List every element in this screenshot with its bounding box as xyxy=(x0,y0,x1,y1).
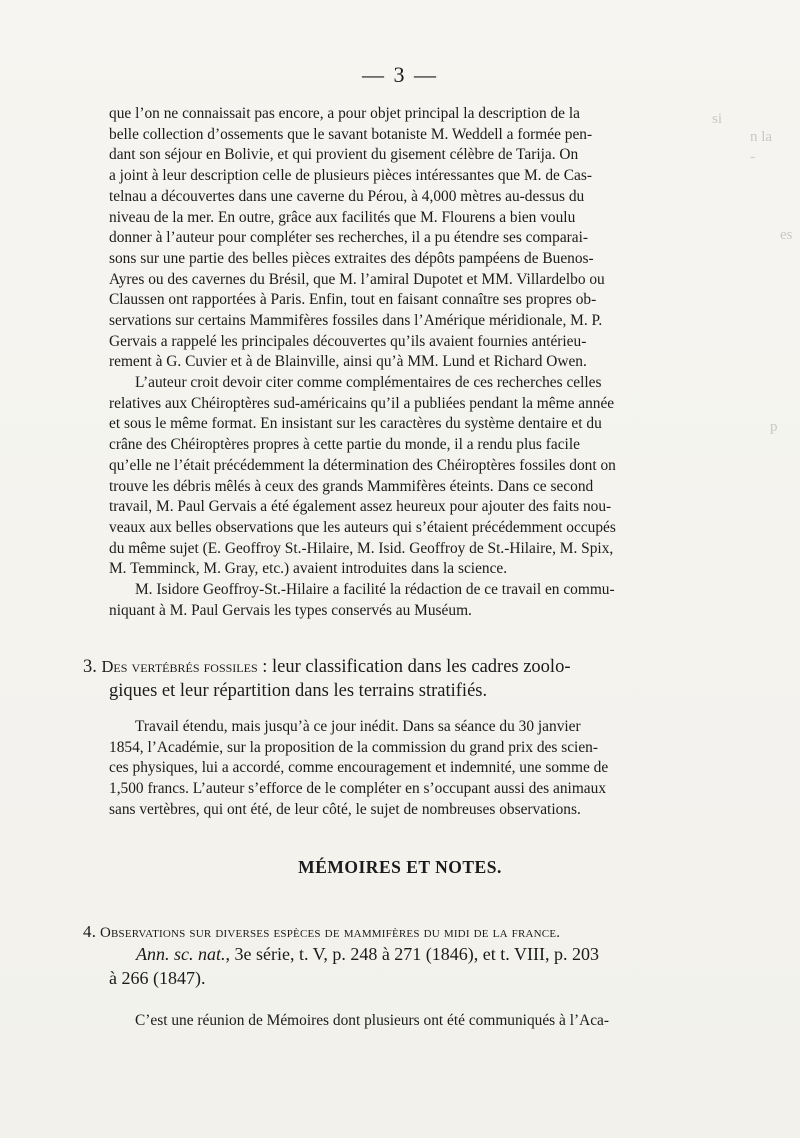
section-3-heading xyxy=(83,655,695,703)
paragraph-last-line xyxy=(109,1012,695,1030)
text-line: niquant à M. Paul Gervais les types conservés au Muséum. xyxy=(109,601,472,619)
text-line: sans vertèbres, qui ont été, de leur côté, le sujet de nombreuses observations. xyxy=(109,800,581,818)
section-3-title xyxy=(83,655,695,679)
text-line: veaux aux belles observations que les auteurs qui s’étaient précédemment occupés xyxy=(109,518,616,536)
text-line: crâne des Chéiroptères propres à cette partie du monde, il a rendu plus facile xyxy=(109,436,580,454)
section-number: 3. xyxy=(83,657,97,677)
text-line: C’est une réunion de Mémoires dont plusieurs ont été communiqués à l’Aca- xyxy=(135,1012,609,1029)
text-line: travail, M. Paul Gervais a été également assez heureux pour ajouter des faits nou- xyxy=(109,498,612,516)
text-line: que l’on ne connaissait pas encore, a pour objet principal la description de la xyxy=(109,105,580,122)
text-line: Travail étendu, mais jusqu’à ce jour inédit. Dans sa séance du 30 janvier xyxy=(135,718,581,735)
bleed-mark: - xyxy=(750,149,755,165)
text-line: sons sur une partie des belles pièces extraites des dépôts pampéens de Buenos- xyxy=(109,249,594,267)
text-line: M. Temminck, M. Gray, etc.) avaient introduites dans la science. xyxy=(109,560,508,578)
text-line: ces physiques, lui a accordé, comme encouragement et indemnité, une somme de xyxy=(109,759,609,777)
page-number: — 3 — xyxy=(362,62,438,87)
memoires-heading: MÉMOIRES ET NOTES. xyxy=(298,857,502,877)
text-line: telnau a découvertes dans une caverne du Pérou, à 4,000 mètres au-dessus du xyxy=(109,187,585,205)
bleed-mark: p xyxy=(770,419,778,435)
text-line: qu’elle ne l’était précédemment la détermination des Chéiroptères fossiles dont on xyxy=(109,456,616,474)
text-line: servations sur certains Mammifères fossiles dans l’Amérique méridionale, M. P. xyxy=(109,312,603,330)
text-line: 1,500 francs. L’auteur s’efforce de le compléter en s’occupant aussi des animaux xyxy=(109,780,607,798)
text-line: 1854, l’Académie, sur la proposition de la commission du grand prix des scien- xyxy=(109,738,598,756)
text-line: Gervais a rappelé les principales découvertes qu’ils avaient fournies antérieu- xyxy=(109,332,587,350)
paragraph-intro xyxy=(109,104,695,373)
citation-journal: Ann. sc. nat. xyxy=(136,944,226,964)
entry-title xyxy=(83,922,695,942)
paragraph-cheiropteres xyxy=(109,373,695,580)
section-title-smallcaps: Des vertébrés fossiles xyxy=(101,657,258,676)
text-line: rement à G. Cuvier et à de Blainville, ainsi qu’à MM. Lund et Richard Owen. xyxy=(109,353,587,371)
text-line: dant son séjour en Bolivie, et qui provient du gisement célèbre de Tarija. On xyxy=(109,146,579,164)
citation-details: , 3e série, t. V, p. 248 à 271 (1846), et t. VIII, p. 203 xyxy=(225,944,599,964)
text-line: Claussen ont rapportées à Paris. Enfin, tout en faisant connaître ses propres ob- xyxy=(109,291,597,309)
text-line: Ayres ou des cavernes du Brésil, que M. l’amiral Dupotet et MM. Villardelbo ou xyxy=(109,270,605,288)
paragraph-geoffroy xyxy=(109,580,695,621)
entry-title-smallcaps: Observations sur diverses espèces de mammifères du midi de la france. xyxy=(99,925,561,941)
paragraph-travail xyxy=(109,717,695,821)
bleed-mark: si xyxy=(712,111,723,127)
bleed-mark: es xyxy=(780,227,793,243)
text-line: belle collection d’ossements que le savant botaniste M. Weddell a formée pen- xyxy=(109,125,593,143)
text-line: trouve les débris mêlés à ceux des grands Mammifères éteints. Dans ce second xyxy=(109,477,594,495)
entry-4 xyxy=(83,922,695,990)
text-line: du même sujet (E. Geoffroy St.-Hilaire, M. Isid. Geoffroy de St.-Hilaire, M. Spix, xyxy=(109,539,614,557)
entry-number: 4. xyxy=(83,922,97,941)
section-title-line2: giques et leur répartition dans les terrains stratifiés. xyxy=(109,681,488,701)
section-title-rest: : leur classification dans les cadres zoolo- xyxy=(257,657,571,677)
bleed-mark: n la xyxy=(750,129,773,145)
text-line: a joint à leur description celle de plusieurs pièces intéressantes que M. de Cas- xyxy=(109,167,592,185)
text-line: et sous le même format. En insistant sur les caractères du système dentaire et du xyxy=(109,415,602,433)
citation-line2: à 266 (1847). xyxy=(109,968,206,988)
text-line: M. Isidore Geoffroy-St.-Hilaire a facilité la rédaction de ce travail en commu- xyxy=(135,581,615,598)
text-line: relatives aux Chéiroptères sud-américains qu’il a publiées pendant la même année xyxy=(109,394,615,412)
text-line: L’auteur croit devoir citer comme complémentaires de ces recherches celles xyxy=(135,374,602,391)
entry-citation xyxy=(83,942,695,966)
text-line: donner à l’auteur pour compléter ses recherches, il a pu étendre ses comparai- xyxy=(109,229,589,247)
text-line: niveau de la mer. En outre, grâce aux facilités que M. Flourens a bien voulu xyxy=(109,208,576,226)
